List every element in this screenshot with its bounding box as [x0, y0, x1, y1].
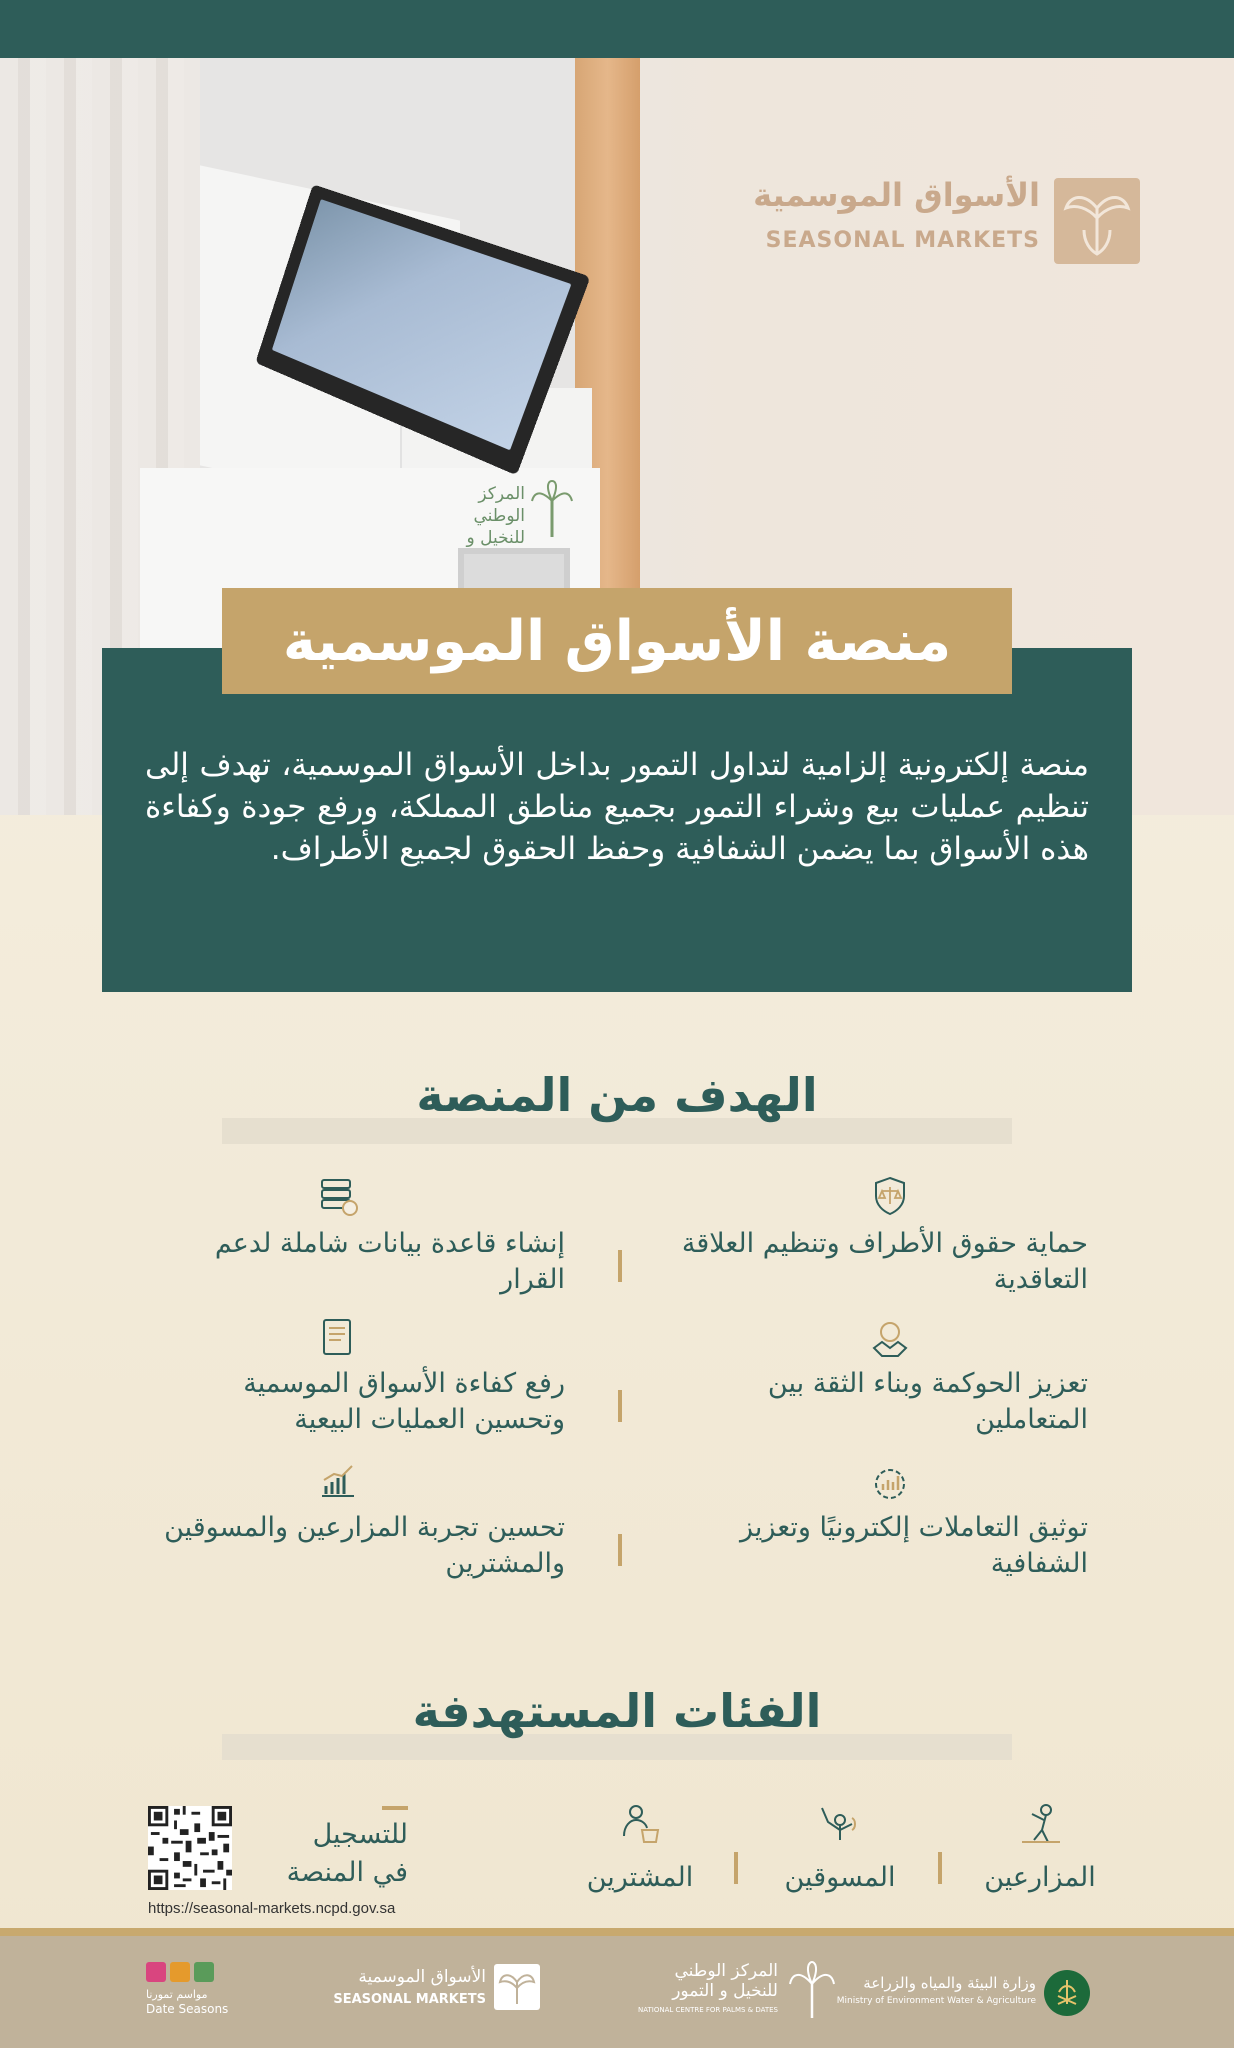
- target-label: المزارعين: [984, 1862, 1096, 1893]
- farmer-icon: [1016, 1800, 1064, 1848]
- marketer-icon: [816, 1800, 864, 1848]
- ministry-name-en: Ministry of Environment Water & Agriculture: [836, 1996, 1036, 2006]
- ncpd-name-ar-1: المركز الوطني: [674, 1961, 778, 1981]
- gear-chart-icon: [868, 1462, 912, 1506]
- ministry-emblem-icon: [1044, 1970, 1090, 2016]
- goal-item-efficiency: [145, 1366, 565, 1438]
- date-seasons-icon-1: [146, 1962, 166, 1982]
- goal-divider: [618, 1534, 622, 1566]
- goal-text-rights: حماية حقوق الأطراف وتنظيم العلاقة التعاقدية: [681, 1228, 1088, 1295]
- growth-chart-icon: [316, 1460, 360, 1504]
- goal-item-governance: [668, 1366, 1088, 1438]
- register-label: [287, 1816, 408, 1892]
- goal-text-experience: تحسين تجربة المزارعين والمسوقين والمشترين: [164, 1512, 565, 1579]
- platform-description: منصة إلكترونية إلزامية لتداول التمور بداخل الأسواق الموسمية، تهدف إلى تنظيم عمليات بيع وشراء التمور بجميع مناطق المملكة، ورفع جودة وكفاءة هذه الأسواق بما يضمن الشفافية وحفظ الحقوق لجميع الأطراف.: [145, 747, 1089, 867]
- top-bar: [0, 0, 1234, 58]
- target-label: المسوقين: [784, 1862, 896, 1893]
- goal-item-rights: [668, 1226, 1088, 1298]
- seasonal-markets-footer-ar: الأسواق الموسمية: [358, 1967, 486, 1987]
- target-marketers: [770, 1800, 910, 1893]
- register-label-line2: في المنصة: [286, 1857, 408, 1888]
- seasonal-markets-footer-logo: [330, 1960, 540, 2024]
- ncpd-logo: [638, 1960, 838, 2024]
- palm-tree-icon: [530, 479, 574, 539]
- title-banner: [222, 588, 1012, 694]
- palm-tree-icon: [786, 1960, 838, 2020]
- brand-name-ar: الأسواق الموسمية: [753, 176, 1040, 214]
- date-seasons-ar: مواسم تمورنا: [146, 1988, 208, 2001]
- buyer-icon: [616, 1800, 664, 1848]
- goal-item-experience: [145, 1510, 565, 1582]
- ministry-name-ar: وزارة البيئة والمياه والزراعة: [863, 1974, 1036, 1992]
- goal-text-database: إنشاء قاعدة بيانات شاملة لدعم القرار: [214, 1228, 565, 1295]
- ncpd-name-ar-2: للنخيل و التمور: [672, 1981, 778, 2001]
- brand-mark-icon: [494, 1964, 540, 2010]
- goal-divider: [618, 1390, 622, 1422]
- scales-shield-icon: [868, 1174, 912, 1218]
- goal-item-database: [145, 1226, 565, 1298]
- target-buyers: [570, 1800, 710, 1893]
- date-seasons-logo: [146, 1960, 266, 2024]
- ncpd-name-en: NATIONAL CENTRE FOR PALMS & DATES: [638, 2006, 778, 2014]
- date-seasons-en: Date Seasons: [146, 2002, 229, 2016]
- goal-text-efficiency: رفع كفاءة الأسواق الموسمية وتحسين العمليات البيعية: [243, 1368, 565, 1435]
- register-url[interactable]: https://seasonal-markets.ncpd.gov.sa: [148, 1900, 396, 1917]
- database-icon: [316, 1174, 360, 1218]
- document-list-icon: [316, 1316, 360, 1360]
- brand-mark-icon: [1054, 178, 1140, 264]
- goals-title: الهدف من المنصة: [416, 1068, 818, 1122]
- kiosk-logo-text: المركز الوطني للنخيل و: [466, 484, 525, 548]
- register-accent: [382, 1806, 408, 1810]
- date-seasons-icon-3: [194, 1962, 214, 1982]
- footer: [0, 1936, 1234, 2048]
- brand-logo: [753, 176, 1140, 266]
- targets-title: الفئات المستهدفة: [412, 1684, 822, 1738]
- ministry-logo: [836, 1960, 1090, 2024]
- target-divider: [734, 1852, 738, 1884]
- target-farmers: [970, 1800, 1110, 1893]
- goal-divider: [618, 1250, 622, 1282]
- goal-text-transparency: توثيق التعاملات إلكترونيًا وتعزيز الشفافية: [739, 1512, 1088, 1579]
- target-divider: [938, 1852, 942, 1884]
- qr-code[interactable]: [148, 1806, 232, 1890]
- goal-item-transparency: [668, 1510, 1088, 1582]
- seasonal-markets-footer-en: SEASONAL MARKETS: [333, 1992, 486, 2007]
- goal-text-governance: تعزيز الحوكمة وبناء الثقة بين المتعاملين: [767, 1368, 1088, 1435]
- handshake-gear-icon: [868, 1318, 912, 1362]
- register-label-line1: للتسجيل: [312, 1819, 408, 1850]
- page-title: منصة الأسواق الموسمية: [282, 608, 952, 674]
- brand-name-en: SEASONAL MARKETS: [765, 228, 1040, 253]
- footer-accent-line: [0, 1928, 1234, 1936]
- date-seasons-icon-2: [170, 1962, 190, 1982]
- target-label: المشترين: [586, 1862, 694, 1893]
